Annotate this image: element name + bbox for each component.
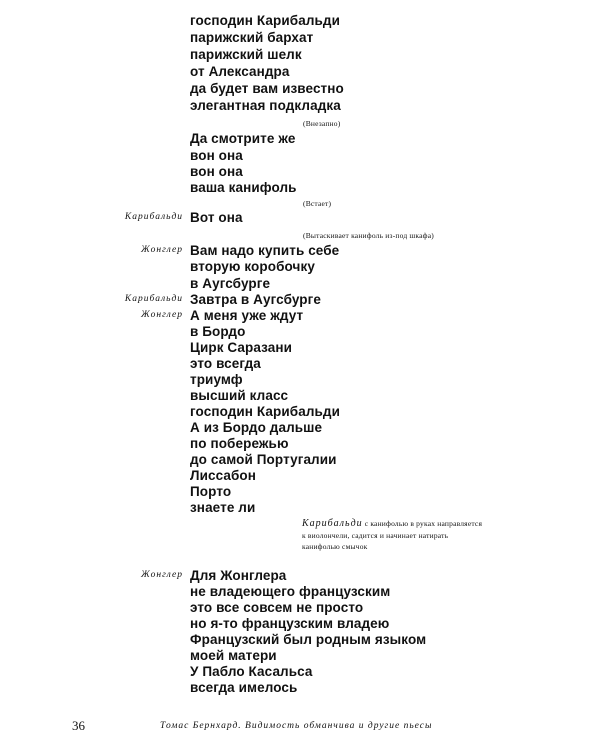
dialogue-line: да будет вам известно	[190, 81, 344, 96]
dialogue-line: это все совсем не просто	[190, 600, 364, 615]
speaker-name: Жонглер	[141, 310, 183, 320]
dialogue-line: господин Карибальди	[190, 13, 340, 28]
speaker-name: Карибальди	[124, 294, 183, 304]
dialogue-line: ваша канифоль	[190, 180, 297, 195]
dialogue-line: триумф	[190, 372, 243, 387]
dialogue-line: Завтра в Аугсбурге	[190, 292, 321, 307]
dialogue-line: знаете ли	[190, 500, 256, 515]
stage-direction: к виолончели, садится и начинает натирать	[302, 531, 449, 540]
dialogue-line: высший класс	[190, 388, 289, 403]
stage-direction: с канифолью в руках направляется	[364, 519, 483, 528]
dialogue-line: в Аугсбурге	[190, 276, 271, 291]
dialogue-line: Цирк Саразани	[190, 340, 293, 355]
dialogue-line: Вам надо купить себе	[190, 243, 340, 258]
stage-direction: (Вытаскивает канифоль из-под шкафа)	[303, 231, 434, 240]
speaker-name: Жонглер	[141, 245, 183, 255]
dialogue-line: в Бордо	[190, 324, 246, 339]
dialogue-line: но я-то французским владею	[190, 616, 390, 631]
dialogue-line: моей матери	[190, 648, 277, 663]
stage-direction: (Встает)	[303, 199, 332, 208]
dialogue-line: Французский был родным языком	[190, 632, 427, 647]
dialogue-line: Порто	[190, 484, 232, 499]
dialogue-line: всегда имелось	[190, 680, 298, 695]
dialogue-line: Лиссабон	[190, 468, 256, 483]
speaker-name: Карибальди	[302, 518, 363, 529]
dialogue-line: элегантная подкладка	[190, 98, 341, 113]
speaker-name: Карибальди	[124, 212, 183, 222]
dialogue-line: по побережью	[190, 436, 289, 451]
dialogue-line: от Александра	[190, 64, 290, 79]
dialogue-line: господин Карибальди	[190, 404, 340, 419]
dialogue-line: не владеющего французским	[190, 584, 391, 599]
dialogue-line: А меня уже ждут	[190, 308, 304, 323]
running-head: Томас Бернхард. Видимость обманчива и другие пьесы	[160, 721, 433, 731]
dialogue-line: вон она	[190, 164, 243, 179]
dialogue-line: вон она	[190, 148, 243, 163]
dialogue-line: это всегда	[190, 356, 261, 371]
dialogue-line: Да смотрите же	[190, 131, 296, 146]
stage-direction-block	[302, 518, 482, 529]
dialogue-line: А из Бордо дальше	[190, 420, 323, 435]
stage-direction: (Внезапно)	[303, 119, 341, 128]
stage-direction: канифолью смычок	[302, 542, 368, 551]
page-number: 36	[72, 718, 85, 733]
dialogue-line: парижский шелк	[190, 47, 302, 62]
dialogue-line: Для Жонглера	[190, 568, 287, 583]
dialogue-line: У Пабло Касальса	[190, 664, 313, 679]
dialogue-line: парижский бархат	[190, 30, 314, 45]
dialogue-line: Вот она	[190, 210, 243, 225]
dialogue-line: до самой Португалии	[190, 452, 337, 467]
speaker-name: Жонглер	[141, 570, 183, 580]
dialogue-line: вторую коробочку	[190, 259, 315, 274]
